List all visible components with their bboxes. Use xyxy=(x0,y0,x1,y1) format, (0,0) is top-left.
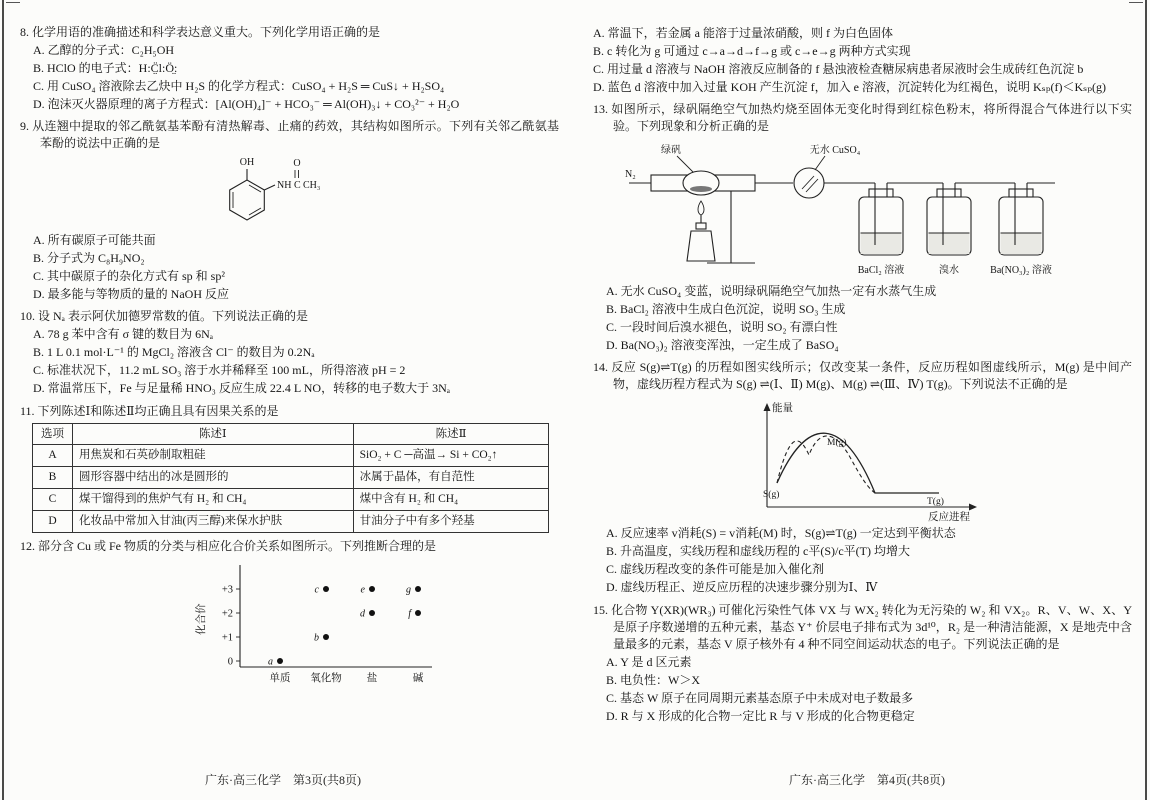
answer-option: B. 电负性：W＞X xyxy=(606,672,700,687)
option-letter-cell: B xyxy=(33,467,73,489)
question-stem: 10. 设 Nₐ 表示阿伏加德罗常数的值。下列说法正确的是 xyxy=(20,309,308,324)
y-axis-title: 化合价 xyxy=(196,603,207,636)
question-options xyxy=(606,525,1132,596)
data-point-g xyxy=(415,586,421,592)
answer-option: B. BaCl₂ 溶液中生成白色沉淀，说明 SO₃ 生成 xyxy=(606,302,846,317)
question-10 xyxy=(20,308,559,397)
y-tick-label: +3 xyxy=(221,584,233,596)
drying-ball xyxy=(794,168,824,198)
wash-bottle-bacl2 xyxy=(859,183,903,255)
data-point-b xyxy=(323,634,329,640)
x-axis-title: 反应进程 xyxy=(928,512,970,524)
answer-option: B. 升高温度，实线历程和虚线历程的 c平(S)/c平(T) 均增大 xyxy=(606,544,910,559)
wash-bottle-bromine-water xyxy=(927,183,971,255)
scan-edge-line-right xyxy=(1145,0,1147,800)
scan-edge-line-left xyxy=(2,0,4,800)
question-options xyxy=(606,654,1132,725)
question-stem: 12. 部分含 Cu 或 Fe 物质的分类与相应化合价关系如图所示。下列推断合理的是 xyxy=(20,539,437,554)
option-letter-cell: C xyxy=(33,489,73,511)
answer-option: A. 乙醇的分子式：C₂H₅OH xyxy=(33,43,175,58)
answer-option: D. 最多能与等物质的量的 NaOH 反应 xyxy=(33,287,229,302)
answer-option: D. R 与 X 形成的化合物一定比 R 与 V 形成的化合物更稳定 xyxy=(606,708,915,723)
statement-cell: 煤干馏得到的焦炉气有 H₂ 和 CH₄ xyxy=(73,489,354,511)
question-options xyxy=(593,25,1132,96)
table-row xyxy=(33,445,549,467)
question-options xyxy=(33,42,559,113)
solid-pathway-curve xyxy=(777,434,939,494)
table-row xyxy=(33,467,549,489)
statement-cell: 冰属于晶体，有自范性 xyxy=(353,467,549,489)
heating-apparatus-figure xyxy=(623,139,1073,281)
answer-option: B. 分子式为 C₈H₉NO₂ xyxy=(33,251,145,266)
valence-category-chart xyxy=(188,555,444,693)
option-letter-cell: D xyxy=(33,511,73,533)
statement-comparison-table xyxy=(32,423,549,534)
answer-option: D. 虚线历程正、逆反应历程的决速步骤分别为Ⅰ、Ⅳ xyxy=(606,580,878,595)
answer-option: A. Y 是 d 区元素 xyxy=(606,654,692,669)
data-point-label: a xyxy=(268,656,273,668)
statement-cell: 煤中含有 H₂ 和 CH₄ xyxy=(353,489,549,511)
methyl-label: CH₃ xyxy=(302,180,320,192)
statement-cell: 化妆品中常加入甘油(丙三醇)来保水护肤 xyxy=(73,511,354,533)
data-point-a xyxy=(277,658,283,664)
scan-corner-mark xyxy=(6,2,20,12)
answer-option: C. 标准状况下，11.2 mL SO₃ 溶于水并稀释至 100 mL，所得溶液 pH = 2 xyxy=(33,363,406,378)
question-stem: 14. 反应 S(g)⇌T(g) 的历程如图实线所示；仅改变某一条件，反应历程如图虚线所示，M(g) 是中间产物，虚线历程方程式为 S(g) ⇌(Ⅰ、Ⅱ) M(g)、M(g) ⇌(Ⅲ、Ⅳ) T(g)。下列说法不正确的是 xyxy=(593,360,1132,392)
answer-option: C. 基态 W 原子在同周期元素基态原子中未成对电子数最多 xyxy=(606,690,914,705)
y-tick-label: +1 xyxy=(221,632,233,644)
answer-option: D. 泡沫灭火器原理的离子方程式：[Al(OH)₄]⁻ + HCO₃⁻ ═ Al(OH)₃↓ + CO₃²⁻ + H₂O xyxy=(33,97,460,112)
column-header: 陈述Ⅱ xyxy=(353,423,549,445)
question-stem: 11. 下列陈述Ⅰ和陈述Ⅱ均正确且具有因果关系的是 xyxy=(20,403,279,418)
answer-option: B. c 转化为 g 可通过 c→a→d→f→g 或 c→e→g 两种方式实现 xyxy=(593,44,911,59)
data-point-label: b xyxy=(314,632,319,644)
statement-cell: SiO₂ + C ─高温→ Si + CO₂↑ xyxy=(353,445,549,467)
page-4-footer: 广东·高三化学 第4页(共8页) xyxy=(789,773,945,787)
option-letter-cell: A xyxy=(33,445,73,467)
x-tick-label: 碱 xyxy=(412,673,424,685)
question-13 xyxy=(593,101,1132,354)
data-point-f xyxy=(415,610,421,616)
question-12-options-continued xyxy=(593,25,1132,96)
data-point-label: c xyxy=(314,584,319,596)
anhydrous-cuso4-label: 无水 CuSO₄ xyxy=(809,145,861,157)
scan-corner-mark xyxy=(1129,2,1143,12)
question-options xyxy=(606,283,1132,354)
answer-option: C. 用 CuSO₄ 溶液除去乙炔中 H₂S 的化学方程式：CuSO₄ + H₂S ═ CuS↓ + H₂SO₄ xyxy=(33,79,445,94)
question-stem: 13. 如图所示，绿矾隔绝空气加热灼烧至固体无变化时得到红棕色粉末，将所得混合气体进行以下实验。下列现象和分析正确的是 xyxy=(593,102,1132,134)
alcohol-burner xyxy=(687,231,715,261)
x-tick-label: 氧化物 xyxy=(310,673,342,685)
answer-option: C. 一段时间后溴水褪色，说明 SO₂ 有漂白性 xyxy=(606,320,838,335)
bottle2-label: 溴水 xyxy=(939,265,959,277)
bottle3-label: Ba(NO₃)₂ 溶液 xyxy=(990,265,1052,277)
answer-option: B. 1 L 0.1 mol·L⁻¹ 的 MgCl₂ 溶液含 Cl⁻ 的数目为 0.2Nₐ xyxy=(33,345,315,360)
y-axis-title: 能量 xyxy=(772,403,793,415)
question-12 xyxy=(20,538,559,693)
x-tick-label: 盐 xyxy=(366,673,378,685)
answer-option: C. 用过量 d 溶液与 NaOH 溶液反应制备的 f 悬浊液检查糖尿病患者尿液时会生成砖红色沉淀 b xyxy=(593,62,1084,77)
answer-option: A. 常温下，若金属 a 能溶于过量浓硝酸，则 f 为白色固体 xyxy=(593,26,893,40)
page-4-column xyxy=(593,24,1132,730)
column-header: 选项 xyxy=(33,423,73,445)
statement-cell: 甘油分子中有多个羟基 xyxy=(353,511,549,533)
question-11 xyxy=(20,403,559,534)
question-stem: 9. 从连翘中提取的邻乙酰氨基苯酚有清热解毒、止痛的药效，其结构如图所示。下列有关邻乙酰氨基苯酚的说法中正确的是 xyxy=(20,119,559,151)
question-14 xyxy=(593,359,1132,596)
green-vitriol-label: 绿矾 xyxy=(661,145,681,157)
question-15 xyxy=(593,602,1132,725)
statement-cell: 用焦炭和石英砂制取粗硅 xyxy=(73,445,354,467)
hydroxyl-label: OH xyxy=(239,157,254,169)
data-point-c xyxy=(323,586,329,592)
question-options xyxy=(33,232,559,303)
page-3-column xyxy=(20,24,559,730)
question-options xyxy=(33,326,559,397)
question-8 xyxy=(20,24,559,113)
product-label: T(g) xyxy=(927,497,944,508)
amide-nh-label: NH xyxy=(276,180,291,192)
answer-option: C. 虚线历程改变的条件可能是加入催化剂 xyxy=(606,562,825,577)
page-3-footer: 广东·高三化学 第3页(共8页) xyxy=(205,773,361,787)
answer-option: A. 所有碳原子可能共面 xyxy=(33,233,156,248)
carbonyl-c-label: C xyxy=(293,180,301,192)
answer-option: D. 常温常压下，Fe 与足量稀 HNO₃ 反应生成 22.4 L NO，转移的电子数大于 3Nₐ xyxy=(33,381,451,396)
carbonyl-o-label: O xyxy=(292,158,301,170)
table-header-row xyxy=(33,423,549,445)
burner-flame xyxy=(698,201,704,215)
data-point-label: g xyxy=(406,584,411,596)
data-point-label: f xyxy=(408,608,411,620)
dashed-pathway-curve xyxy=(777,436,875,493)
statement-cell: 圆形容器中结出的冰是圆形的 xyxy=(73,467,354,489)
answer-option: A. 反应速率 v消耗(S) = v消耗(M) 时，S(g)⇌T(g) 一定达到平衡状态 xyxy=(606,526,956,541)
question-stem: 15. 化合物 Y(XR)(WR₃) 可催化污染性气体 VX 与 WX₂ 转化为无污染的 W₂ 和 VX₂。R、V、W、X、Y 是原子序数递增的五种元素，基态 Y⁺ 价层电子排布式为 3d¹⁰，R₂ 是一种清洁能源，X 是地壳中含量最多的元素，基态 V 原子核外有 4 种不同空间运动状态的电子。下列说法正确的是 xyxy=(593,602,1132,651)
data-point-d xyxy=(369,610,375,616)
answer-option: D. Ba(NO₃)₂ 溶液变浑浊，一定生成了 BaSO₄ xyxy=(606,338,839,353)
data-point-e xyxy=(369,586,375,592)
bottle1-label: BaCl₂ 溶液 xyxy=(857,265,905,277)
acetamidophenol-structure-figure xyxy=(205,154,375,230)
energy-profile-diagram xyxy=(743,397,983,523)
answer-option: D. 蓝色 d 溶液中加入过量 KOH 产生沉淀 f，加入 e 溶液，沉淀转化为红褐色，说明 Kₛₚ(f)＜Kₛₚ(g) xyxy=(593,80,1106,95)
question-9 xyxy=(20,118,559,303)
reactant-label: S(g) xyxy=(763,490,780,501)
x-tick-label: 单质 xyxy=(269,673,291,685)
data-point-label: e xyxy=(360,584,365,596)
wash-bottle-banano3 xyxy=(999,183,1043,255)
answer-option: B. HClO 的电子式：H:C̤̈l:Ö̤: xyxy=(33,61,178,76)
answer-option: A. 78 g 苯中含有 σ 键的数目为 6Nₐ xyxy=(33,327,214,342)
y-tick-label: 0 xyxy=(227,656,233,668)
table-row xyxy=(33,511,549,533)
nitrogen-label: N₂ xyxy=(625,169,636,181)
table-row xyxy=(33,489,549,511)
answer-option: C. 其中碳原子的杂化方式有 sp 和 sp² xyxy=(33,269,225,284)
column-header: 陈述Ⅰ xyxy=(73,423,354,445)
y-tick-label: +2 xyxy=(221,608,233,620)
answer-option: A. 无水 CuSO₄ 变蓝，说明绿矾隔绝空气加热一定有水蒸气生成 xyxy=(606,284,937,299)
question-stem: 8. 化学用语的准确描述和科学表达意义重大。下列化学用语正确的是 xyxy=(20,25,381,39)
intermediate-label: M(g) xyxy=(827,438,847,449)
data-point-label: d xyxy=(360,608,365,620)
green-vitriol-solid xyxy=(690,186,712,192)
